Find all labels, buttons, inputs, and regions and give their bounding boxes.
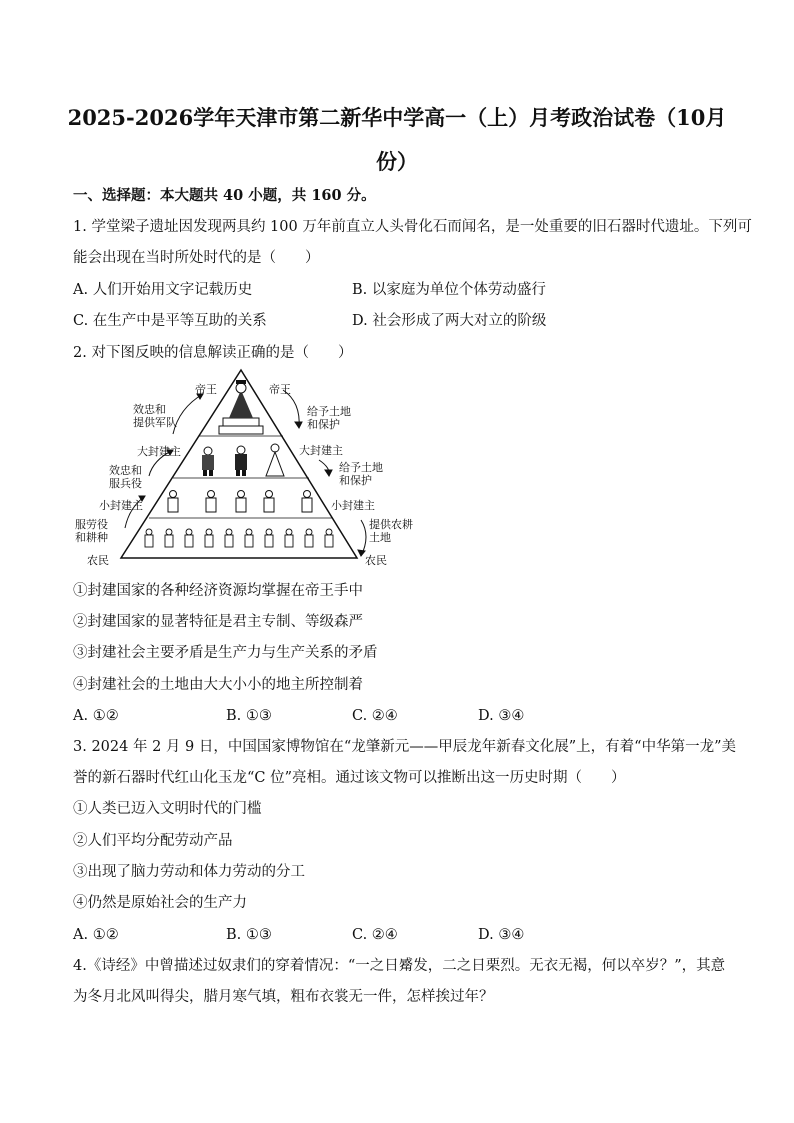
q3-option-c: C. ②④: [352, 927, 398, 943]
q2-statement-1: ①封建国家的各种经济资源均掌握在帝王手中: [73, 583, 363, 599]
fig-left-label-service: 服兵役: [109, 477, 142, 490]
q2-option-b: B. ①③: [226, 708, 272, 724]
q2-option-c: C. ②④: [352, 708, 398, 724]
q2-statement-2: ②封建国家的显著特征是君主专制、等级森严: [73, 614, 363, 630]
fig-right-label-great-lord: 大封建主: [299, 444, 343, 457]
q3-statement-3: ③出现了脑力劳动和体力劳动的分工: [73, 864, 305, 880]
fig-left-label-small-lord: 小封建主: [99, 499, 143, 512]
q1-stem-line2: 能会出现在当时所处时代的是（ ）: [73, 250, 320, 266]
fig-left-label-loyalty1: 效忠和: [133, 403, 166, 416]
q1-option-b: B. 以家庭为单位个体劳动盛行: [352, 282, 546, 298]
fig-right-label-small-lord: 小封建主: [331, 499, 375, 512]
q3-stem-line1: 3. 2024 年 2 月 9 日，中国国家博物馆在“龙肇新元——甲辰龙年新春文化展”上，有着“中华第一龙”美: [73, 739, 736, 755]
great-lords-icon: [202, 444, 284, 476]
fig-right-label-land: 土地: [369, 531, 391, 544]
fig-right-label-provide: 提供农耕: [369, 518, 413, 531]
q4-stem-line2: 为冬月北风叫得尖，腊月寒气填，粗布衣裳无一件，怎样挨过年？: [73, 989, 494, 1005]
fig-right-label-emperor: 帝王: [269, 383, 291, 396]
peasants-icon: [145, 529, 333, 547]
fig-left-label-farming: 和耕种: [75, 531, 108, 544]
q1-option-a: A. 人们开始用文字记载历史: [73, 282, 253, 298]
fig-right-label-grant1: 给予土地: [307, 405, 351, 418]
q1-stem-line1: 1. 学堂梁子遗址因发现两具约 100 万年前直立人头骨化石而闻名，是一处重要的旧石器时代遗址。下列可: [73, 219, 752, 235]
q2-stem: 2. 对下图反映的信息解读正确的是（ ）: [73, 345, 353, 361]
fig-left-label-peasant: 农民: [87, 554, 109, 567]
fig-left-label-loyalty2: 效忠和: [109, 464, 142, 477]
q4-stem-line1: 4.《诗经》中曾描述过奴隶们的穿着情况：“一之日觱发，二之日栗烈。无衣无褐，何以卒岁？”，其意: [73, 958, 726, 974]
q3-statement-2: ②人们平均分配劳动产品: [73, 833, 233, 849]
page-title: 2025-2026学年天津市第二新华中学高一（上）月考政治试卷（10月份）: [67, 105, 727, 174]
fig-right-label-protect2: 和保护: [339, 474, 372, 487]
fig-left-label-emperor: 帝王: [195, 383, 217, 396]
q3-statement-4: ④仍然是原始社会的生产力: [73, 895, 247, 911]
q3-stem-line2: 誉的新石器时代红山化玉龙“C 位”亮相。通过该文物可以推断出这一历史时期（ ）: [73, 770, 626, 786]
q3-option-b: B. ①③: [226, 927, 272, 943]
fig-left-label-army: 提供军队: [133, 416, 177, 429]
q2-option-a: A. ①②: [73, 708, 119, 724]
section-heading: 一、选择题：本大题共 40 小题，共 160 分。: [73, 187, 376, 204]
small-lords-icon: [168, 491, 312, 513]
king-figure-icon: [219, 380, 263, 434]
q3-statement-1: ①人类已迈入文明时代的门槛: [73, 801, 262, 817]
q1-option-c: C. 在生产中是平等互助的关系: [73, 313, 267, 329]
fig-right-label-peasant: 农民: [365, 554, 387, 567]
fig-left-label-labor: 服劳役: [75, 518, 108, 531]
q2-statement-4: ④封建社会的土地由大大小小的地主所控制着: [73, 677, 363, 693]
feudal-hierarchy-figure: [73, 368, 413, 570]
q2-statement-3: ③封建社会主要矛盾是生产力与生产关系的矛盾: [73, 645, 378, 661]
q1-option-d: D. 社会形成了两大对立的阶级: [352, 313, 547, 329]
fig-right-label-grant2: 给予土地: [339, 461, 383, 474]
fig-right-label-protect1: 和保护: [307, 418, 340, 431]
q3-option-a: A. ①②: [73, 927, 119, 943]
q3-option-d: D. ③④: [478, 927, 525, 943]
q2-option-d: D. ③④: [478, 708, 525, 724]
fig-left-label-great-lord: 大封建主: [137, 445, 181, 458]
